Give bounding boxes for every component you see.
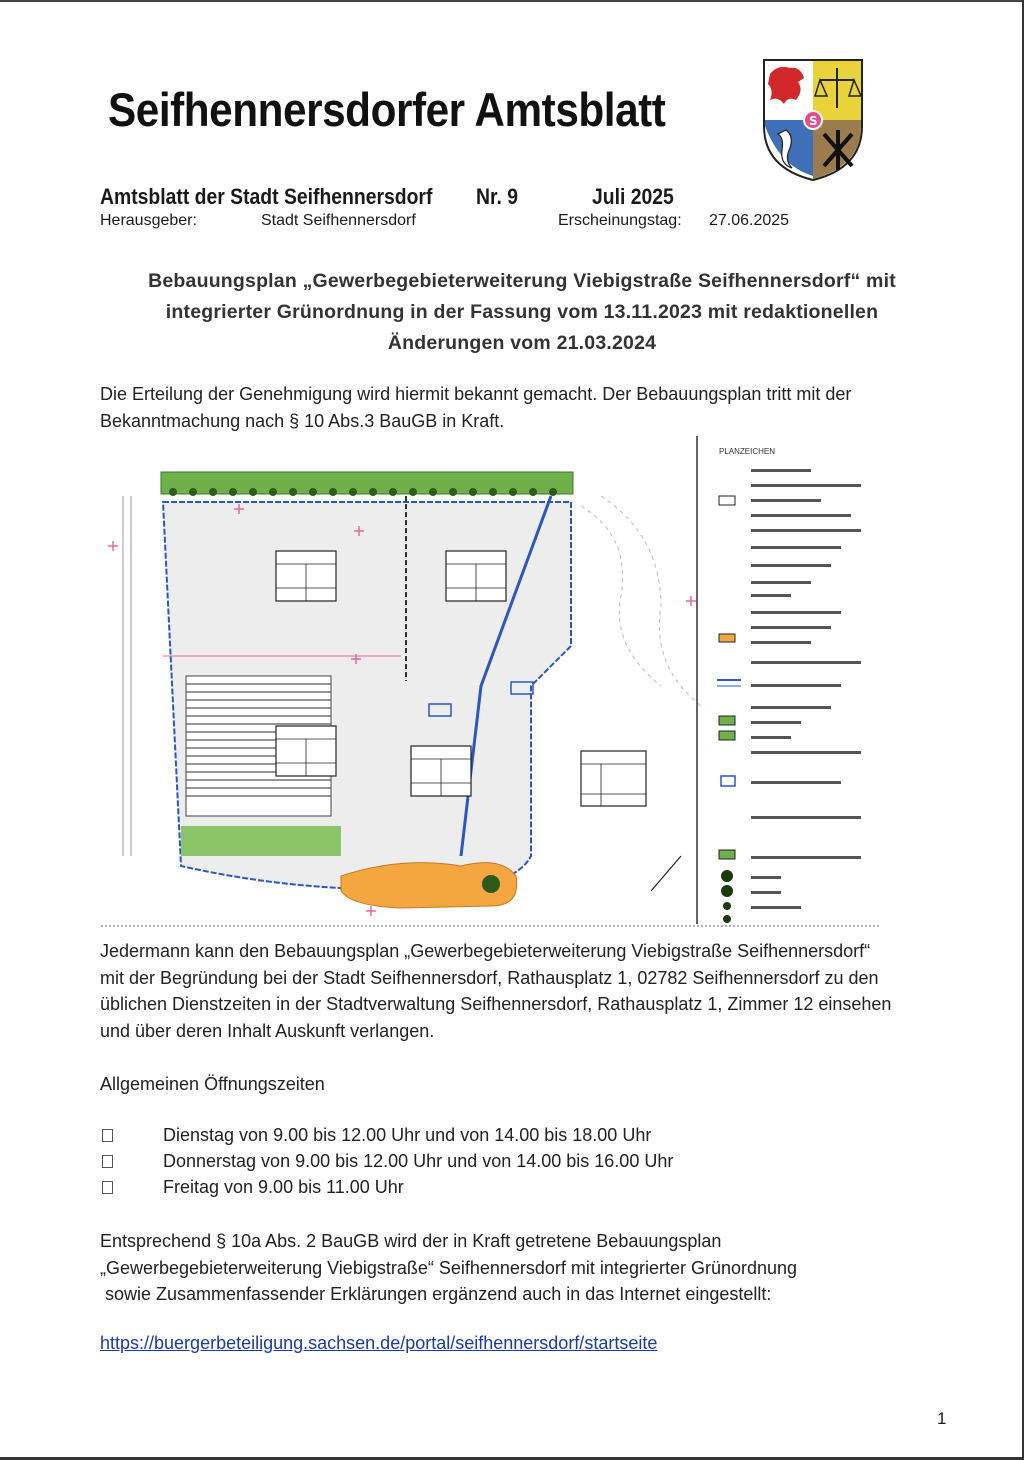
- opening-hours-text: Donnerstag von 9.00 bis 12.00 Uhr und von 14.00 bis 16.00 Uhr: [163, 1151, 674, 1171]
- body-paragraph: [100, 938, 950, 1044]
- date-label: Erscheinungstag:: [558, 212, 682, 229]
- notice-title-line: integrierter Grünordnung in der Fassung vom 13.11.2023 mit redaktionellen: [165, 301, 879, 323]
- checkbox-icon: [102, 1129, 113, 1142]
- text-line: Entsprechend § 10a Abs. 2 BauGB wird der in Kraft getretene Bebauungsplan: [100, 1231, 722, 1251]
- notice-title-line: Änderungen vom 21.03.2024: [387, 332, 657, 354]
- masthead-title: Seifhennersdorfer Amtsblatt: [108, 83, 666, 136]
- notice-title: [100, 266, 944, 359]
- text-line: Bekanntmachung nach § 10 Abs.3 BauGB in Kraft.: [100, 410, 505, 431]
- page-number: 1: [937, 1409, 947, 1428]
- opening-hours-item: [100, 1151, 673, 1172]
- opening-hours-heading: Allgemeinen Öffnungszeiten: [100, 1074, 325, 1094]
- svg-text:S: S: [809, 114, 818, 128]
- closing-paragraph: [100, 1228, 950, 1308]
- checkbox-icon: [102, 1155, 113, 1168]
- legend-title: PLANZEICHEN: [719, 447, 776, 456]
- text-line: und über deren Inhalt Auskunft verlangen.: [100, 1020, 435, 1041]
- text-line: mit der Begründung bei der Stadt Seifhennersdorf, Rathausplatz 1, 02782 Seifhennersdorf zu den: [100, 967, 879, 988]
- opening-hours-text: Dienstag von 9.00 bis 12.00 Uhr und von 14.00 bis 18.00 Uhr: [163, 1125, 652, 1145]
- opening-hours-item: [100, 1177, 404, 1198]
- publisher-label: Herausgeber:: [100, 212, 197, 229]
- intro-paragraph: [100, 381, 950, 434]
- checkbox-icon: [102, 1181, 113, 1194]
- opening-hours-text: Freitag von 9.00 bis 11.00 Uhr: [163, 1177, 404, 1197]
- issue-month: Juli 2025: [592, 184, 674, 209]
- text-line: „Gewerbegebieterweiterung Viebigstraße“ Seifhennersdorf mit integrierter Grünordnung: [100, 1257, 798, 1278]
- publication-name: Amtsblatt der Stadt Seifhennersdorf: [100, 184, 433, 209]
- opening-hours-item: [100, 1125, 651, 1146]
- text-line: Die Erteilung der Genehmigung wird hiermit bekannt gemacht. Der Bebauungsplan tritt mit der: [100, 384, 852, 404]
- publication-date: 27.06.2025: [709, 212, 790, 229]
- issue-number: Nr. 9: [476, 184, 518, 209]
- page-edge-top: [0, 0, 1024, 2]
- coat-of-arms-icon: [760, 56, 866, 184]
- text-line: Jedermann kann den Bebauungsplan „Gewerbegebieterweiterung Viebigstraße Seifhennersdorf“: [100, 941, 871, 961]
- text-line: üblichen Dienstzeiten in der Stadtverwaltung Seifhennersdorf, Rathausplatz 1, Zimmer 12 einsehen: [100, 994, 892, 1014]
- development-plan-map: [101, 436, 886, 928]
- notice-title-line: Bebauungsplan „Gewerbegebieterweiterung Viebigstraße Seifhennersdorf“ mit: [148, 270, 896, 292]
- portal-link[interactable]: https://buergerbeteiligung.sachsen.de/portal/seifhennersdorf/startseite: [100, 1333, 658, 1353]
- text-line: sowie Zusammenfassender Erklärungen ergänzend auch in das Internet eingestellt:: [100, 1284, 772, 1304]
- publisher-name: Stadt Seifhennersdorf: [261, 212, 416, 229]
